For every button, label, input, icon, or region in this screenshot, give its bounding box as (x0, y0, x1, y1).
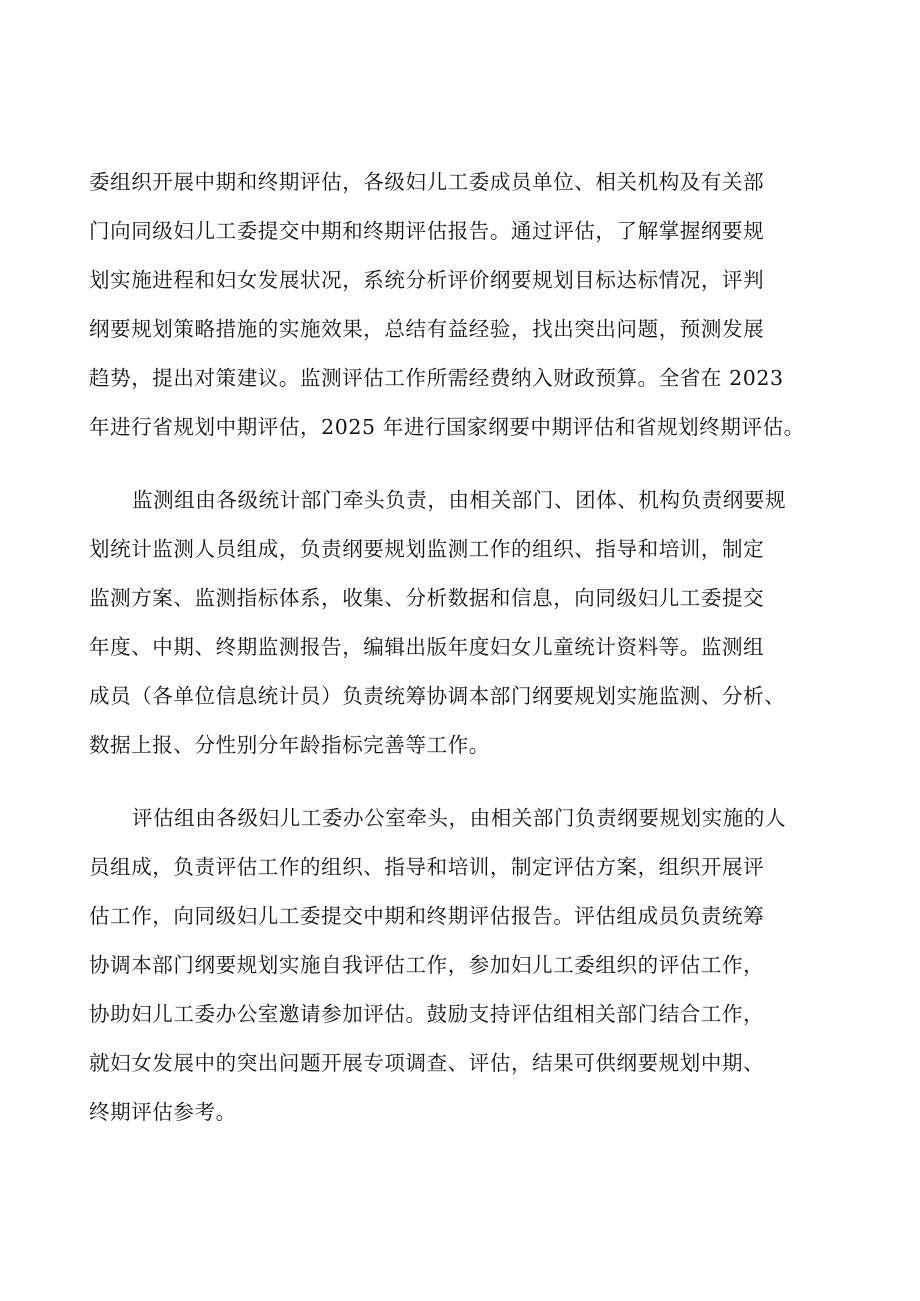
text-line: 评估组由各级妇儿工委办公室牵头，由相关部门负责纲要规划实施的人 (132, 806, 787, 830)
text-line: 估工作，向同级妇儿工委提交中期和终期评估报告。评估组成员负责统筹 (89, 904, 765, 928)
text-line: 年度、中期、终期监测报告，编辑出版年度妇女儿童统计资料等。监测组 (89, 635, 765, 659)
text-line: 员组成，负责评估工作的组织、指导和培训，制定评估方案，组织开展评 (89, 855, 765, 879)
paragraph-evaluation-reports (89, 158, 849, 452)
text-line: 协调本部门纲要规划实施自我评估工作，参加妇儿工委组织的评估工作， (89, 953, 765, 977)
paragraph-evaluation-group (89, 794, 849, 1137)
text-line: 协助妇儿工委办公室邀请参加评估。鼓励支持评估组相关部门结合工作， (89, 1002, 765, 1026)
text-line: 纲要规划策略措施的实施效果，总结有益经验，找出突出问题，预测发展 (89, 317, 765, 341)
text-line: 门向同级妇儿工委提交中期和终期评估报告。通过评估，了解掌握纲要规 (89, 219, 765, 243)
paragraph-monitoring-group (89, 476, 849, 770)
text-line: 监测组由各级统计部门牵头负责，由相关部门、团体、机构负责纲要规 (132, 488, 787, 512)
text-line: 数据上报、分性别分年龄指标完善等工作。 (89, 733, 490, 757)
text-line: 年进行省规划中期评估，2025 年进行国家纲要中期评估和省规划终期评估。 (89, 415, 805, 439)
text-line: 成员（各单位信息统计员）负责统筹协调本部门纲要规划实施监测、分析、 (89, 684, 786, 708)
text-line: 终期评估参考。 (89, 1100, 237, 1124)
text-line: 委组织开展中期和终期评估，各级妇儿工委成员单位、相关机构及有关部 (89, 170, 765, 194)
text-line: 监测方案、监测指标体系，收集、分析数据和信息，向同级妇儿工委提交 (89, 586, 765, 610)
text-line: 就妇女发展中的突出问题开展专项调查、评估，结果可供纲要规划中期、 (89, 1051, 765, 1075)
text-line: 划统计监测人员组成，负责纲要规划监测工作的组织、指导和培训，制定 (89, 537, 765, 561)
text-line: 划实施进程和妇女发展状况，系统分析评价纲要规划目标达标情况，评判 (89, 268, 765, 292)
text-line: 趋势，提出对策建议。监测评估工作所需经费纳入财政预算。全省在 2023 (89, 366, 784, 390)
